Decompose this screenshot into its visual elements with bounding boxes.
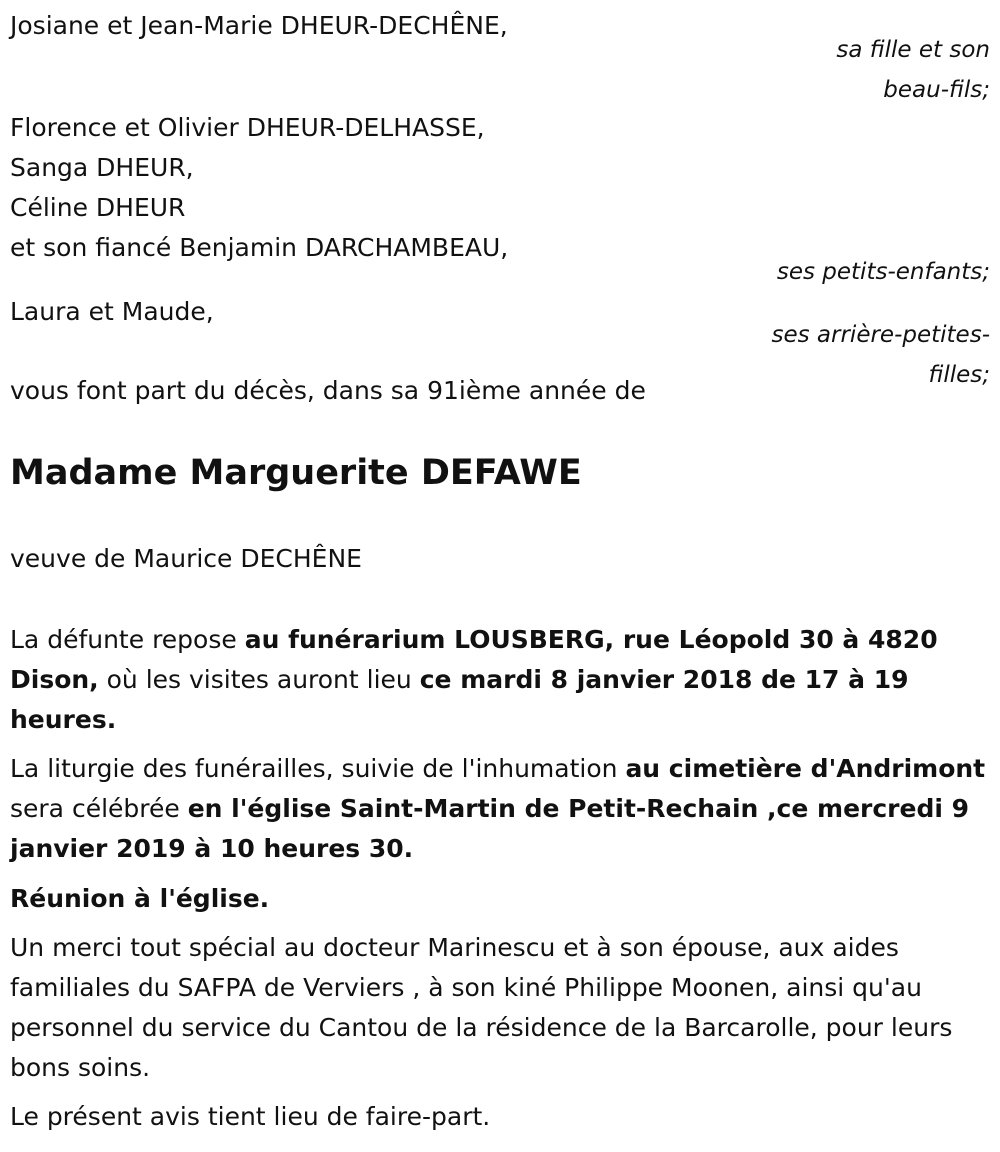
p2-cemetery: au cimetière d'Andrimont xyxy=(625,754,986,783)
p1-text-a: La défunte repose xyxy=(10,625,245,654)
p2-church-time: en l'église Saint-Martin de Petit-Rechain ,ce mercredi 9 janvier 2019 à 10 heures 30. xyxy=(10,794,970,863)
relation-great-grandchildren-line-1: ses arrière-petites- xyxy=(771,322,990,348)
family-line-grandchild-3: Céline DHEUR xyxy=(10,193,186,222)
deceased-name: Madame Marguerite DEFAWE xyxy=(10,453,582,493)
p2-text-a: La liturgie des funérailles, suivie de l'inhumation xyxy=(10,754,626,783)
p2-text-c: sera célébrée xyxy=(10,794,188,823)
relation-grandchildren xyxy=(730,252,990,292)
family-line-grandchild-2: Sanga DHEUR, xyxy=(10,153,194,182)
paragraph-closing: Le présent avis tient lieu de faire-part. xyxy=(10,1102,491,1131)
widow-text: veuve de Maurice DECHÊNE xyxy=(10,544,362,573)
relation-daughter-line-2: beau-fils; xyxy=(883,77,990,103)
p1-text-c: où les visites auront lieu xyxy=(98,665,420,694)
paragraph-funerarium xyxy=(10,620,995,740)
announcement-text: vous font part du décès, dans sa 91ième année de xyxy=(10,376,646,405)
relation-daughter-line-1: sa fille et son xyxy=(836,37,990,63)
p1-visit-time: ce mardi 8 janvier 2018 de 17 à 19 heures. xyxy=(10,665,909,734)
family-line-grandchild-1: Florence et Olivier DHEUR-DELHASSE, xyxy=(10,113,485,142)
family-line-grandchild-4: et son fiancé Benjamin DARCHAMBEAU, xyxy=(10,233,509,262)
relation-great-grandchildren-line-2: filles; xyxy=(928,362,990,388)
paragraph-meeting xyxy=(10,879,995,919)
family-line-great-grandchildren: Laura et Maude, xyxy=(10,297,214,326)
relation-great-grandchildren xyxy=(730,315,990,395)
relation-grandchildren-line: ses petits-enfants; xyxy=(776,259,990,285)
p1-location: au funérarium LOUSBERG, rue Léopold 30 à 4820 Dison, xyxy=(10,625,938,694)
paragraph-liturgy xyxy=(10,749,995,869)
p3-text: Réunion à l'église. xyxy=(10,884,270,913)
relation-daughter xyxy=(730,30,990,110)
family-line-daughter: Josiane et Jean-Marie DHEUR-DECHÊNE, xyxy=(10,11,508,40)
paragraph-thanks: Un merci tout spécial au docteur Marinescu et à son épouse, aux aides familiales du SAFPA de Verviers , à son kiné Philippe Moonen, ainsi qu'au personnel du service du Cantou de la résidence de la Barcarolle, pour leurs bons soins. xyxy=(10,933,953,1082)
